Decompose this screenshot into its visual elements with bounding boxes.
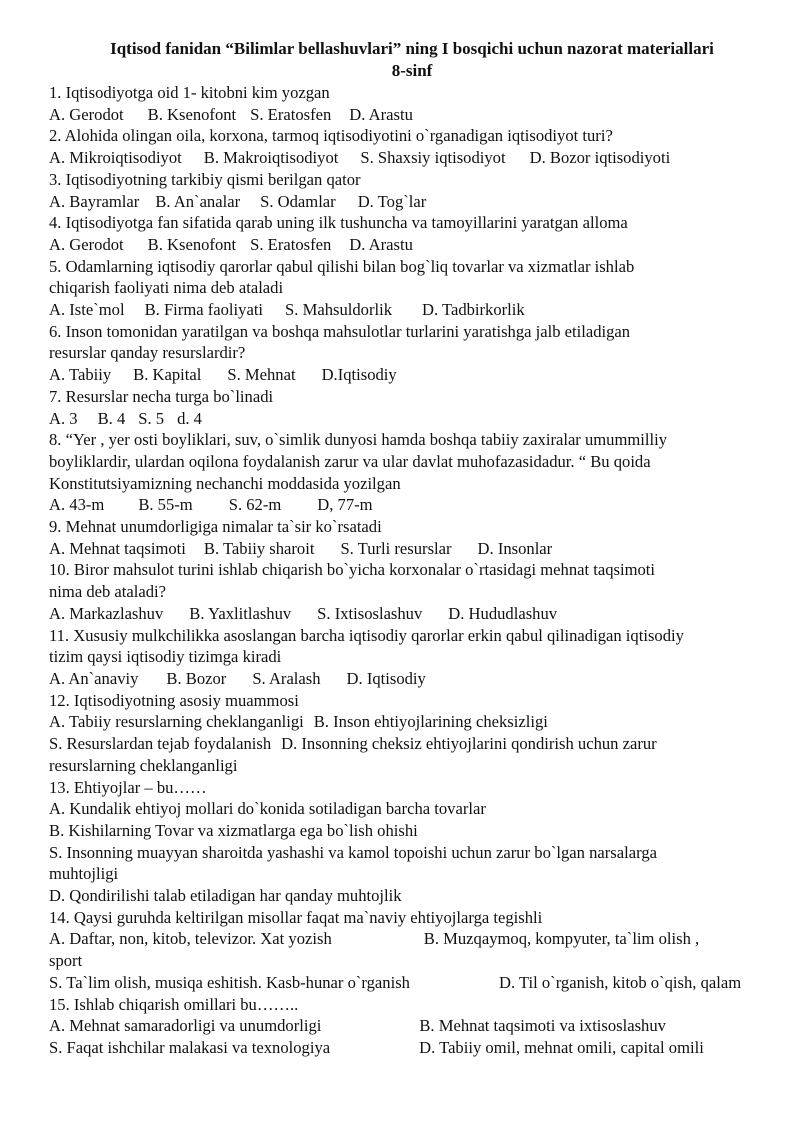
answer-option: S. Odamlar bbox=[260, 191, 336, 211]
answer-option: D. Insonning cheksiz ehtiyojlarini qondirish uchun zarur bbox=[281, 734, 657, 754]
answer-option: S. Aralash bbox=[252, 668, 321, 688]
answer-option: B. Mehnat taqsimoti va ixtisoslashuv bbox=[419, 1016, 666, 1036]
question-text: 4. Iqtisodiyotga fan sifatida qarab uning ilk tushuncha va tamoyillarini yaratgan alloma bbox=[49, 213, 628, 233]
answer-row bbox=[49, 299, 775, 321]
answer-option: D. Insonlar bbox=[477, 538, 553, 558]
question-text: resurslar qanday resurslardir? bbox=[49, 343, 246, 363]
answer-row bbox=[49, 668, 775, 690]
answer-option: B. Inson ehtiyojlarining cheksizligi bbox=[313, 712, 548, 732]
answer-row bbox=[49, 603, 775, 625]
answer-option: S. Faqat ishchilar malakasi va texnologiya bbox=[49, 1037, 331, 1057]
answer-option: D. Iqtisodiy bbox=[346, 668, 426, 688]
answer-option: D. Bozor iqtisodiyoti bbox=[529, 148, 671, 168]
answer-row bbox=[49, 950, 775, 972]
answer-option: S. Mahsuldorlik bbox=[285, 300, 392, 320]
document-page bbox=[49, 38, 775, 1059]
answer-option: A. Gerodot bbox=[49, 234, 124, 254]
answer-option: A. An`anaviy bbox=[49, 668, 139, 688]
answer-option: B. Firma faoliyati bbox=[144, 300, 264, 320]
answer-row bbox=[49, 191, 775, 213]
answer-option: D. Arastu bbox=[349, 104, 413, 124]
question-text: 11. Xususiy mulkchilikka asoslangan barcha iqtisodiy qarorlar erkin qabul qilinadigan iqtisodiy bbox=[49, 625, 684, 645]
answer-row bbox=[49, 364, 775, 386]
question-text: 13. Ehtiyojlar – bu…… bbox=[49, 777, 207, 797]
answer-option: S. Mehnat bbox=[227, 365, 296, 385]
question-text: nima deb ataladi? bbox=[49, 582, 167, 602]
answer-option: A. 43-m bbox=[49, 495, 105, 515]
answer-row bbox=[49, 711, 775, 733]
answer-option: S. Insonning muayyan sharoitda yashashi va kamol topoishi uchun zarur bo`lgan narsalarga bbox=[49, 842, 657, 862]
answer-option: S. Turli resurslar bbox=[340, 538, 452, 558]
answer-option: S. Shaxsiy iqtisodiyot bbox=[360, 148, 506, 168]
question-text: chiqarish faoliyati nima deb ataladi bbox=[49, 278, 284, 298]
question-list bbox=[49, 82, 775, 1059]
question-text: 10. Biror mahsulot turini ishlab chiqarish bo`yicha korxonalar o`rtasidagi mehnat taqsimoti bbox=[49, 560, 656, 580]
question-text: boyliklardir, ulardan oqilona foydalanish zarur va ular davlat muhofazasidadur. “ Bu qoida bbox=[49, 451, 651, 471]
answer-option: S. Resurslardan tejab foydalanish bbox=[49, 734, 272, 754]
answer-row bbox=[49, 798, 775, 820]
answer-option: A. Tabiiy resurslarning cheklanganligi bbox=[49, 712, 304, 732]
grade-label: 8-sinf bbox=[391, 61, 433, 80]
answer-option: B. Kapital bbox=[133, 365, 202, 385]
answer-option: B. Bozor bbox=[166, 668, 227, 688]
answer-option: D. Tabiiy omil, mehnat omili, capital omili bbox=[419, 1037, 704, 1057]
question-text: Konstitutsiyamizning nechanchi moddasida yozilgan bbox=[49, 473, 401, 493]
answer-row bbox=[49, 147, 775, 169]
answer-option: resurslarning cheklanganligi bbox=[49, 755, 238, 775]
answer-option: B. 4 bbox=[97, 408, 126, 428]
answer-option: D. Arastu bbox=[349, 234, 413, 254]
answer-option: B. Kishilarning Tovar va xizmatlarga ega bo`lish ohishi bbox=[49, 820, 418, 840]
answer-option: S. Eratosfen bbox=[250, 104, 332, 124]
answer-row bbox=[49, 1015, 775, 1037]
answer-option: S. 62-m bbox=[228, 495, 282, 515]
question-text: 14. Qaysi guruhda keltirilgan misollar faqat ma`naviy ehtiyojlarga tegishli bbox=[49, 907, 543, 927]
answer-option: D. Tog`lar bbox=[357, 191, 427, 211]
question-text: 12. Iqtisodiyotning asosiy muammosi bbox=[49, 690, 299, 710]
answer-row bbox=[49, 885, 775, 907]
answer-option: A. Iste`mol bbox=[49, 300, 125, 320]
question-text: 15. Ishlab chiqarish omillari bu…….. bbox=[49, 994, 299, 1014]
question-text: 1. Iqtisodiyotga oid 1- kitobni kim yozgan bbox=[49, 83, 330, 102]
answer-option: D, 77-m bbox=[317, 495, 373, 515]
answer-row bbox=[49, 1037, 775, 1059]
answer-row bbox=[49, 820, 775, 842]
document-title: Iqtisod fanidan “Bilimlar bellashuvlari” ning I bosqichi uchun nazorat materiallari bbox=[110, 39, 714, 58]
answer-row bbox=[49, 928, 775, 950]
answer-option: B. Muzqaymoq, kompyuter, ta`lim olish , bbox=[423, 929, 700, 949]
answer-option: D. Qondirilishi talab etiladigan har qanday muhtojlik bbox=[49, 886, 402, 906]
answer-option: S. 5 bbox=[138, 408, 165, 428]
answer-option: B. Tabiiy sharoit bbox=[203, 538, 315, 558]
question-text: 6. Inson tomonidan yaratilgan va boshqa mahsulotlar turlarini yaratishga jalb etiladigan bbox=[49, 321, 631, 341]
answer-option: A. Tabiiy bbox=[49, 365, 112, 385]
answer-option: B. An`analar bbox=[155, 191, 241, 211]
question-text: 2. Alohida olingan oila, korxona, tarmoq iqtisodiyotini o`rganadigan iqtisodiyot turi? bbox=[49, 126, 613, 146]
answer-option: A. Mehnat taqsimoti bbox=[49, 538, 186, 558]
answer-option: B. Yaxlitlashuv bbox=[189, 603, 292, 623]
answer-row bbox=[49, 234, 775, 256]
question-text: 8. “Yer , yer osti boyliklari, suv, o`simlik dunyosi hamda boshqa tabiiy zaxiralar umummilliy bbox=[49, 430, 668, 450]
answer-option: A. Gerodot bbox=[49, 104, 124, 124]
answer-option: D.Iqtisodiy bbox=[321, 365, 397, 385]
answer-option: B. Ksenofont bbox=[147, 234, 237, 254]
question-text: 7. Resurslar necha turga bo`linadi bbox=[49, 386, 274, 406]
answer-option: A. Bayramlar bbox=[49, 191, 140, 211]
answer-option: D. Hududlashuv bbox=[448, 603, 558, 623]
answer-option: B. Makroiqtisodiyot bbox=[203, 148, 339, 168]
answer-option: A. 3 bbox=[49, 408, 78, 428]
answer-option: D. Til o`rganish, kitob o`qish, qalam bbox=[498, 972, 742, 992]
question-text: 9. Mehnat unumdorligiga nimalar ta`sir ko`rsatadi bbox=[49, 517, 382, 537]
question-text: tizim qaysi iqtisodiy tizimga kiradi bbox=[49, 647, 282, 667]
answer-option: S. Ta`lim olish, musiqa eshitish. Kasb-hunar o`rganish bbox=[49, 972, 410, 992]
answer-row bbox=[49, 104, 775, 126]
answer-option: S. Eratosfen bbox=[250, 234, 332, 254]
answer-row bbox=[49, 755, 775, 777]
answer-row bbox=[49, 494, 775, 516]
answer-option: A. Markazlashuv bbox=[49, 603, 164, 623]
answer-option: muhtojligi bbox=[49, 864, 119, 884]
answer-option: sport bbox=[49, 951, 83, 971]
answer-option: B. 55-m bbox=[138, 495, 193, 515]
answer-option: A. Mehnat samaradorligi va unumdorligi bbox=[49, 1016, 322, 1036]
answer-option: A. Kundalik ehtiyoj mollari do`konida sotiladigan barcha tovarlar bbox=[49, 799, 486, 819]
answer-option: B. Ksenofont bbox=[147, 104, 237, 124]
answer-row bbox=[49, 842, 775, 864]
question-text: 3. Iqtisodiyotning tarkibiy qismi berilgan qator bbox=[49, 169, 361, 189]
answer-option: S. Ixtisoslashuv bbox=[317, 603, 423, 623]
answer-option: D. Tadbirkorlik bbox=[422, 300, 525, 320]
answer-row bbox=[49, 972, 775, 994]
answer-option: d. 4 bbox=[177, 408, 202, 428]
answer-row bbox=[49, 863, 775, 885]
question-text: 5. Odamlarning iqtisodiy qarorlar qabul qilishi bilan bog`liq tovarlar va xizmatlar ishlab bbox=[49, 256, 635, 276]
answer-row bbox=[49, 733, 775, 755]
answer-row bbox=[49, 538, 775, 560]
answer-option: A. Daftar, non, kitob, televizor. Xat yozish bbox=[49, 929, 332, 949]
answer-row bbox=[49, 408, 775, 430]
answer-option: A. Mikroiqtisodiyot bbox=[49, 148, 182, 168]
